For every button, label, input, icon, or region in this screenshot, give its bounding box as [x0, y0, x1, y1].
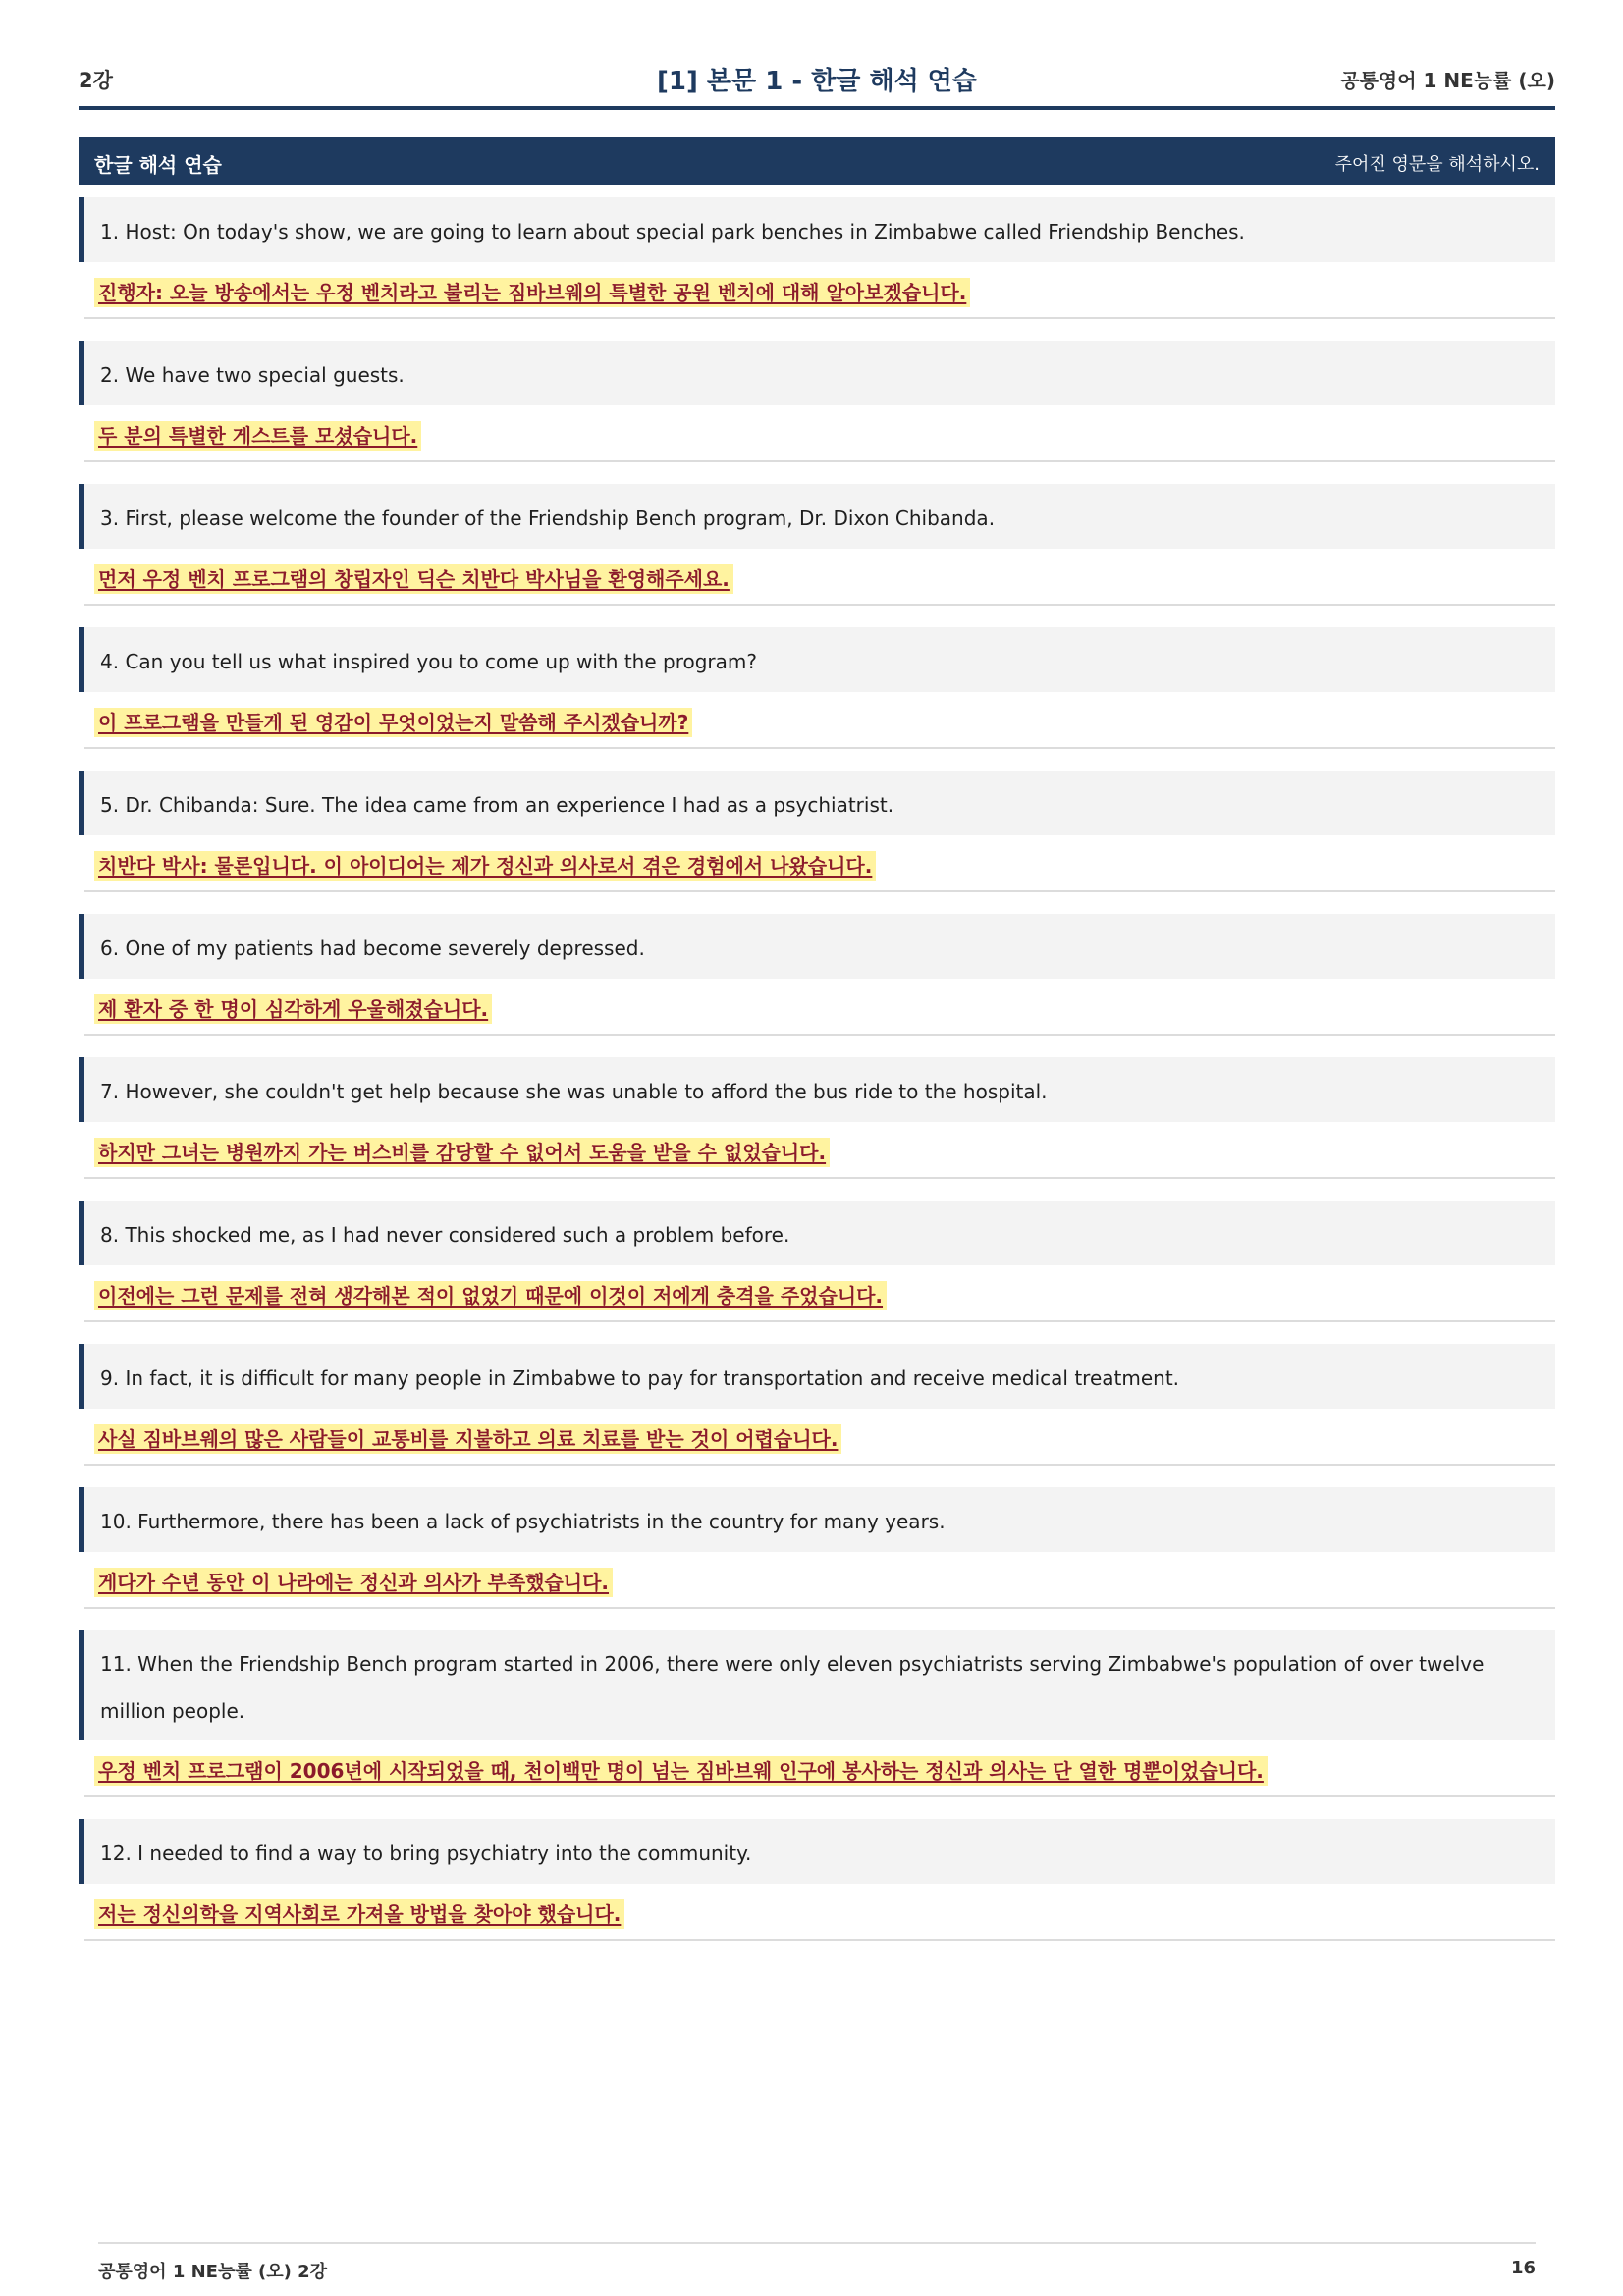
page-title: [1] 본문 1 - 한글 해석 연습 — [657, 67, 977, 96]
page-header — [79, 57, 1555, 110]
section-title: 한글 해석 연습 — [94, 153, 222, 177]
worksheet-page — [79, 0, 1555, 2296]
english-sentence: 1. Host: On today's show, we are going to learn about special park benches in Zimbabwe called Friendship Benches. — [79, 197, 1555, 262]
korean-translation: 우정 벤치 프로그램이 2006년에 시작되었을 때, 천이백만 명이 넘는 짐바브웨 인구에 봉사하는 정신과 의사는 단 열한 명뿐이었습니다. — [94, 1756, 1268, 1786]
korean-translation: 두 분의 특별한 게스트를 모셨습니다. — [94, 421, 421, 451]
exercise-item — [79, 1344, 1555, 1466]
english-sentence: 7. However, she couldn't get help because she was unable to afford the bus ride to the hospital. — [79, 1057, 1555, 1122]
english-sentence: 12. I needed to find a way to bring psychiatry into the community. — [79, 1819, 1555, 1884]
section-bar — [79, 137, 1555, 185]
korean-translation: 저는 정신의학을 지역사회로 가져올 방법을 찾아야 했습니다. — [94, 1899, 624, 1929]
answer-row — [84, 835, 1555, 892]
answer-row — [84, 262, 1555, 319]
exercise-list — [79, 197, 1555, 1962]
footer-label: 공통영어 1 NE능률 (오) 2강 — [98, 2262, 328, 2282]
page-number: 16 — [1510, 2258, 1536, 2278]
lesson-label: 2강 — [79, 69, 113, 92]
korean-translation: 치반다 박사: 물론입니다. 이 아이디어는 제가 정신과 의사로서 겪은 경험에서 나왔습니다. — [94, 851, 876, 881]
exercise-item — [79, 1819, 1555, 1941]
english-sentence: 11. When the Friendship Bench program started in 2006, there were only eleven psychiatrists serving Zimbabwe's population of over twelve million people. — [79, 1630, 1555, 1740]
book-label: 공통영어 1 NE능률 (오) — [1340, 69, 1555, 92]
exercise-item — [79, 1057, 1555, 1179]
english-sentence: 6. One of my patients had become severely depressed. — [79, 914, 1555, 979]
exercise-item — [79, 484, 1555, 606]
english-sentence: 3. First, please welcome the founder of the Friendship Bench program, Dr. Dixon Chibanda. — [79, 484, 1555, 549]
english-sentence: 8. This shocked me, as I had never considered such a problem before. — [79, 1201, 1555, 1265]
korean-translation: 이전에는 그런 문제를 전혀 생각해본 적이 없었기 때문에 이것이 저에게 충격을 주었습니다. — [94, 1281, 887, 1310]
korean-translation: 이 프로그램을 만들게 된 영감이 무엇이었는지 말씀해 주시겠습니까? — [94, 708, 692, 737]
english-sentence: 10. Furthermore, there has been a lack of psychiatrists in the country for many years. — [79, 1487, 1555, 1552]
section-instruction: 주어진 영문을 해석하시오. — [1334, 154, 1540, 175]
english-sentence: 9. In fact, it is difficult for many people in Zimbabwe to pay for transportation and receive medical treatment. — [79, 1344, 1555, 1409]
answer-row — [84, 692, 1555, 749]
answer-row — [84, 1265, 1555, 1322]
exercise-item — [79, 914, 1555, 1036]
korean-translation: 먼저 우정 벤치 프로그램의 창립자인 딕슨 치반다 박사님을 환영해주세요. — [94, 564, 733, 594]
answer-row — [84, 979, 1555, 1036]
english-sentence: 4. Can you tell us what inspired you to come up with the program? — [79, 627, 1555, 692]
exercise-item — [79, 1487, 1555, 1609]
korean-translation: 진행자: 오늘 방송에서는 우정 벤치라고 불리는 짐바브웨의 특별한 공원 벤치에 대해 알아보겠습니다. — [94, 278, 970, 307]
page-footer — [98, 2242, 1536, 2283]
answer-row — [84, 405, 1555, 462]
korean-translation: 제 환자 중 한 명이 심각하게 우울해졌습니다. — [94, 994, 492, 1024]
exercise-item — [79, 1201, 1555, 1322]
korean-translation: 하지만 그녀는 병원까지 가는 버스비를 감당할 수 없어서 도움을 받을 수 없었습니다. — [94, 1138, 830, 1167]
english-sentence: 2. We have two special guests. — [79, 341, 1555, 405]
answer-row — [84, 1740, 1555, 1797]
answer-row — [84, 1122, 1555, 1179]
answer-row — [84, 549, 1555, 606]
answer-row — [84, 1884, 1555, 1941]
korean-translation: 게다가 수년 동안 이 나라에는 정신과 의사가 부족했습니다. — [94, 1568, 613, 1597]
exercise-item — [79, 197, 1555, 319]
exercise-item — [79, 1630, 1555, 1797]
exercise-item — [79, 627, 1555, 749]
english-sentence: 5. Dr. Chibanda: Sure. The idea came from an experience I had as a psychiatrist. — [79, 771, 1555, 835]
exercise-item — [79, 771, 1555, 892]
exercise-item — [79, 341, 1555, 462]
korean-translation: 사실 짐바브웨의 많은 사람들이 교통비를 지불하고 의료 치료를 받는 것이 어렵습니다. — [94, 1424, 841, 1454]
answer-row — [84, 1409, 1555, 1466]
answer-row — [84, 1552, 1555, 1609]
